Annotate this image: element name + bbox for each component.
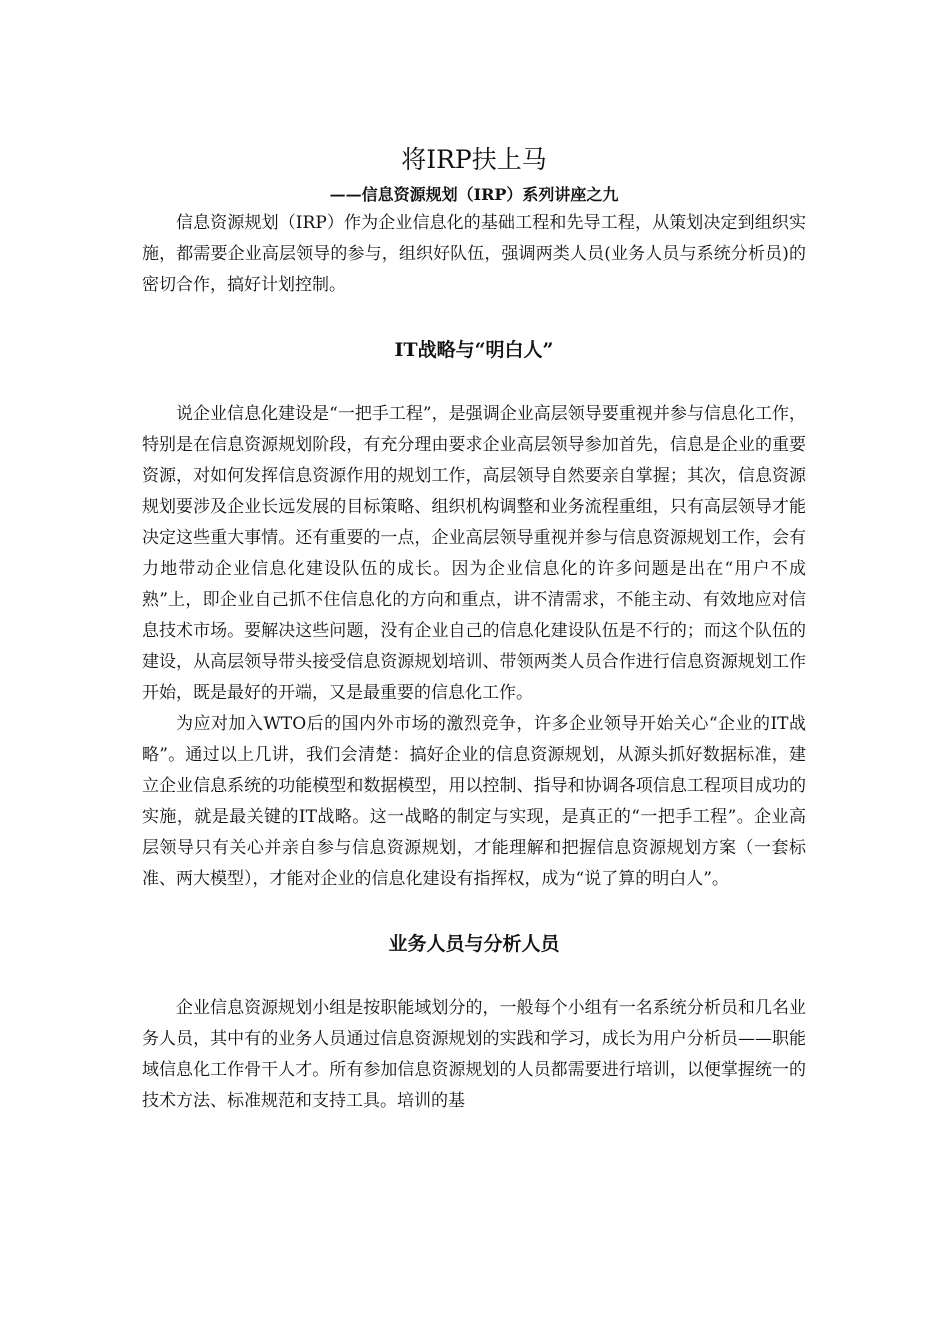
document-body	[142, 142, 806, 1117]
section-heading-it-strategy: IT战略与“明白人”	[394, 339, 554, 361]
section-paragraph: 为应对加入WTO后的国内外市场的激烈竞争，许多企业领导开始关心“企业的IT战略”。通过以上几讲，我们会清楚：搞好企业的信息资源规划，从源头抓好数据标准，建立企业信息系统的功能模型和数据模型，用以控制、指导和协调各项信息工程项目成功的实施，就是最关键的IT战略。这一战略的制定与实现，是真正的“一把手工程”。企业高层领导只有关心并亲自参与信息资源规划，才能理解和把握信息资源规划方案（一套标准、两大模型），才能对企业的信息化建设有指挥权，成为“说了算的明白人”。	[142, 714, 806, 889]
document-title: 将IRP扶上马	[401, 145, 547, 174]
document-subtitle: ——信息资源规划（IRP）系列讲座之九	[329, 185, 619, 204]
section-paragraph: 企业信息资源规划小组是按职能域划分的，一般每个小组有一名系统分析员和几名业务人员，其中有的业务人员通过信息资源规划的实践和学习，成长为用户分析员——职能域信息化工作骨干人才。所有参加信息资源规划的人员都需要进行培训，以便掌握统一的技术方法、标准规范和支持工具。培训的基	[142, 998, 806, 1111]
section-heading-business-analysts: 业务人员与分析人员	[388, 933, 560, 955]
section-paragraph: 说企业信息化建设是“一把手工程”，是强调企业高层领导要重视并参与信息化工作，特别是在信息资源规划阶段，有充分理由要求企业高层领导参加首先，信息是企业的重要资源，对如何发挥信息资源作用的规划工作，高层领导自然要亲自掌握；其次，信息资源规划要涉及企业长远发展的目标策略、组织机构调整和业务流程重组，只有高层领导才能决定这些重大事情。还有重要的一点，企业高层领导重视并参与信息资源规划工作，会有力地带动企业信息化建设队伍的成长。因为企业信息化的许多问题是出在“用户不成熟”上，即企业自己抓不住信息化的方向和重点，讲不清需求，不能主动、有效地应对信息技术市场。要解决这些问题，没有企业自己的信息化建设队伍是不行的；而这个队伍的建设，从高层领导带头接受信息资源规划培训、带领两类人员合作进行信息资源规划工作开始，既是最好的开端，又是最重要的信息化工作。	[142, 404, 806, 703]
intro-paragraph: 信息资源规划（IRP）作为企业信息化的基础工程和先导工程，从策划决定到组织实施，都需要企业高层领导的参与，组织好队伍，强调两类人员(业务人员与系统分析员)的密切合作，搞好计划控制。	[142, 213, 806, 295]
